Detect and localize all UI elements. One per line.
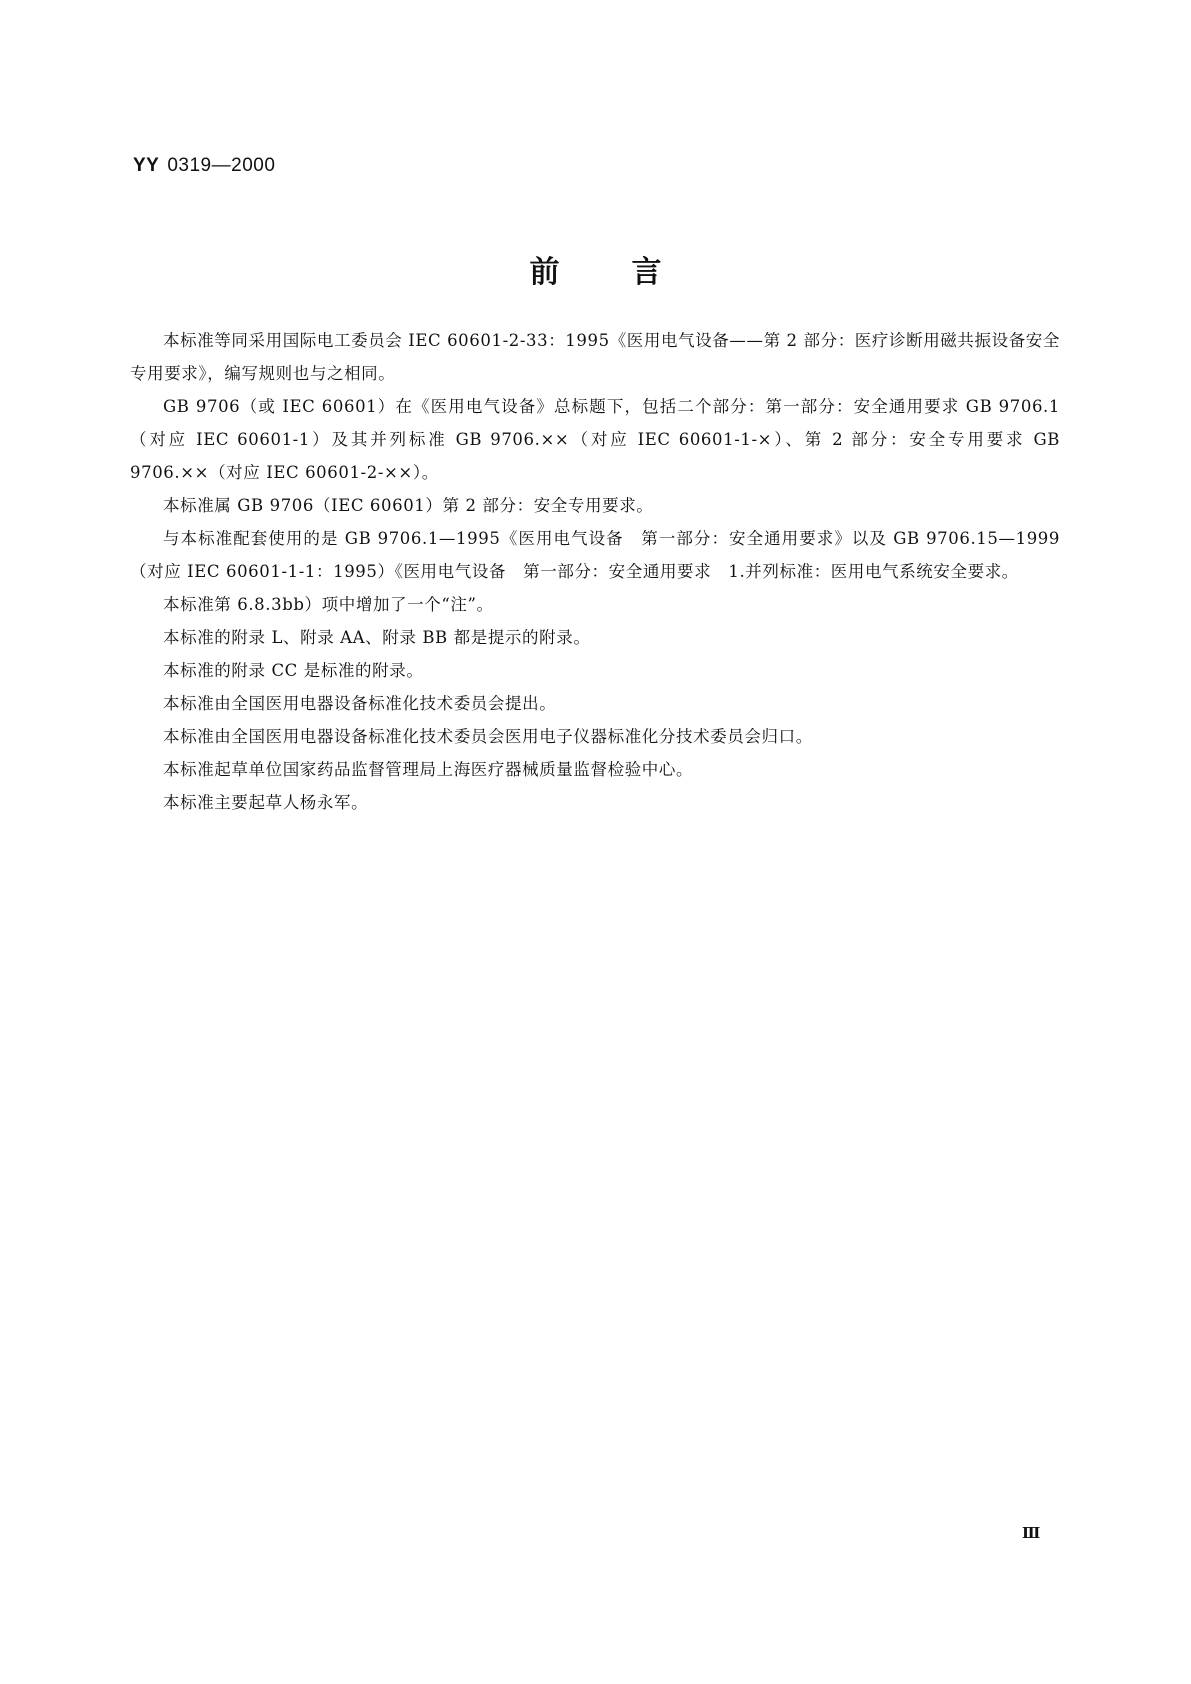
paragraph-note-added: 本标准第 6.8.3bb）项中增加了一个“注”。 <box>163 595 494 614</box>
paragraph-drafters: 本标准主要起草人杨永军。 <box>163 793 369 812</box>
page-title: 前言 <box>529 255 734 290</box>
standard-code-prefix: YY <box>133 155 160 176</box>
paragraph-adoption: 本标准等同采用国际电工委员会 IEC 60601-2-33：1995《医用电气设备——第 2 部分：医疗诊断用磁共振设备安全专用要求》，编写规则也与之相同。 <box>130 331 1060 383</box>
paragraph-companion-standards: 与本标准配套使用的是 GB 9706.1—1995《医用电气设备 第一部分：安全通用要求》以及 GB 9706.15—1999（对应 IEC 60601-1-1：1995）《医用电气设备 第一部分：安全通用要求 1.并列标准：医用电气系统安全要求。 <box>130 529 1060 581</box>
paragraph-part2-scope: 本标准属 GB 9706（IEC 60601）第 2 部分：安全专用要求。 <box>163 496 654 515</box>
paragraph-gb9706-structure: GB 9706（或 IEC 60601）在《医用电气设备》总标题下，包括二个部分：第一部分：安全通用要求 GB 9706.1（对应 IEC 60601-1）及其并列标准 GB 9706.××（对应 IEC 60601-1-×）、第 2 部分：安全专用要求 GB 9706.××（对应 IEC 60601-2-××）。 <box>130 397 1060 482</box>
paragraph-under-jurisdiction: 本标准由全国医用电器设备标准化技术委员会医用电子仪器标准化分技术委员会归口。 <box>163 727 813 746</box>
standard-code-header <box>133 155 275 177</box>
paragraph-normative-annex: 本标准的附录 CC 是标准的附录。 <box>163 661 424 680</box>
standard-code-number: 0319—2000 <box>167 155 276 176</box>
paragraph-proposed-by: 本标准由全国医用电器设备标准化技术委员会提出。 <box>163 694 557 713</box>
paragraph-drafting-unit: 本标准起草单位国家药品监督管理局上海医疗器械质量监督检验中心。 <box>163 760 694 779</box>
foreword-body <box>130 324 1060 819</box>
paragraph-informative-annexes: 本标准的附录 L、附录 AA、附录 BB 都是提示的附录。 <box>163 628 591 647</box>
page-number: Ⅲ <box>1022 1524 1041 1542</box>
